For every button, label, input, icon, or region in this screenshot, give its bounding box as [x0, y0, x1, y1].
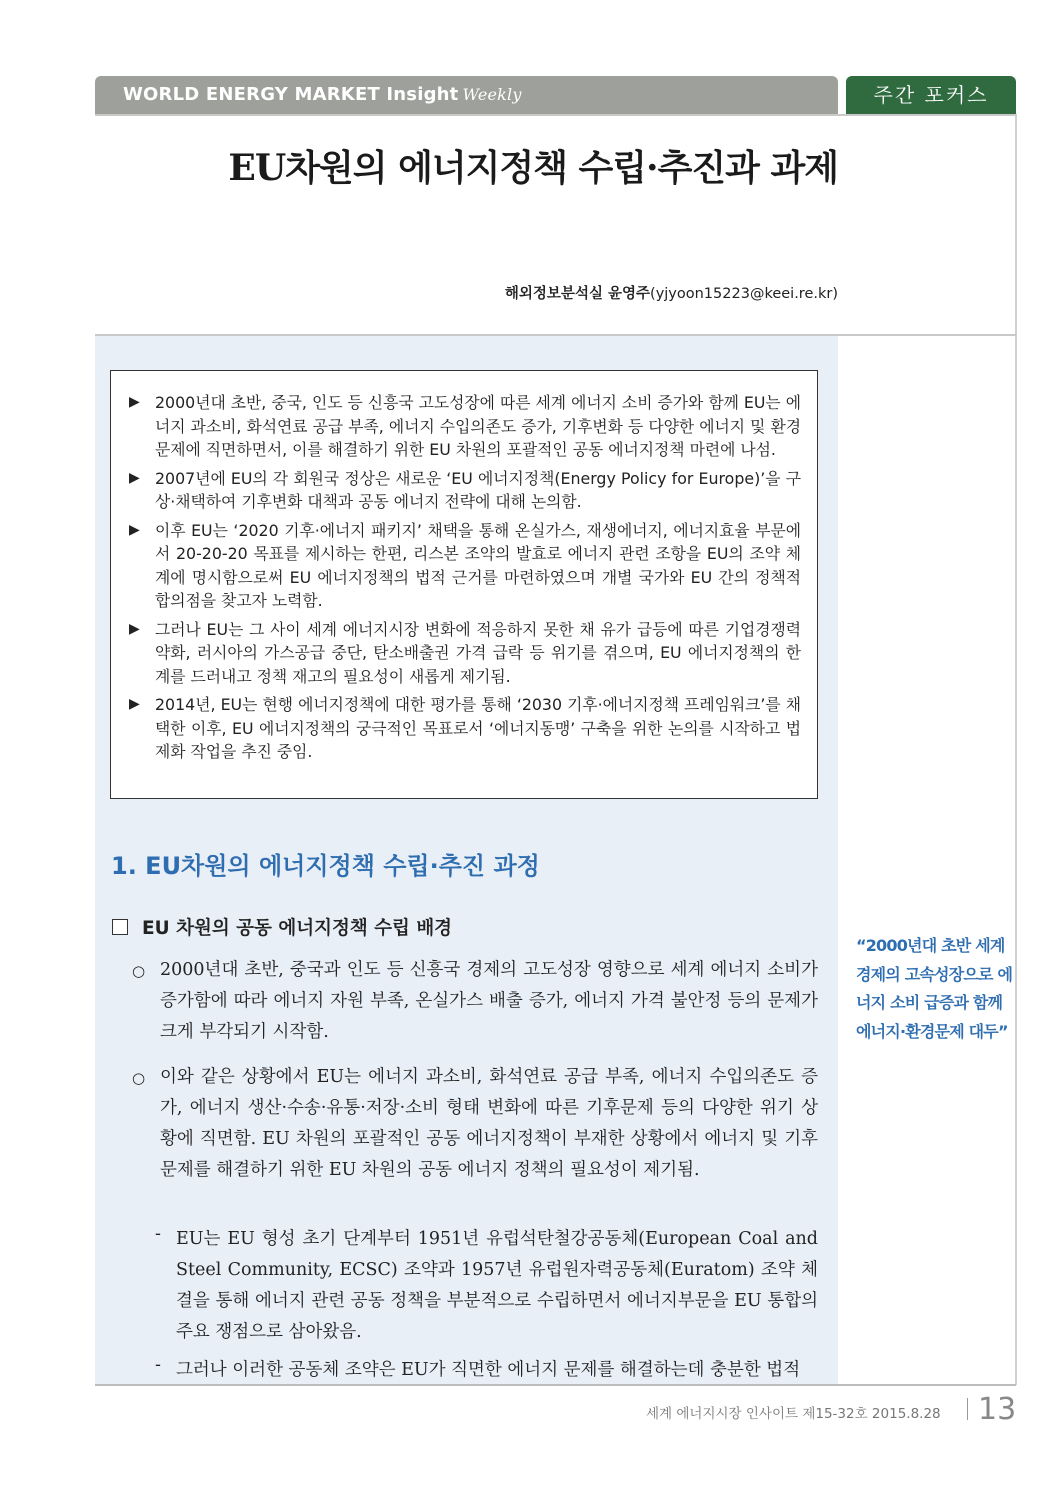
- article-title: EU차원의 에너지정책 수립·추진과 과제: [228, 147, 838, 189]
- subheading-text: EU 차원의 공동 에너지정책 수립 배경: [142, 918, 453, 939]
- summary-item: [129, 519, 801, 613]
- summary-item: [129, 618, 801, 689]
- body-paragraph: 2000년대 초반, 중국과 인도 등 신흥국 경제의 고도성장 영향으로 세계 에너지 소비가 증가함에 따라 에너지 자원 부족, 온실가스 배출 증가, 에너지 가격 불안정 등의 문제가 크게 부각되기 시작함.: [160, 960, 818, 1042]
- author-line: [95, 282, 838, 303]
- triangle-bullet-icon: ▶: [129, 620, 140, 637]
- summary-text: 그러나 EU는 그 사이 세계 에너지시장 변화에 적응하지 못한 채 유가 급등에 따른 기업경쟁력 약화, 러시아의 가스공급 중단, 탄소배출권 가격 급락 등 위기를 겪으며, EU 에너지정책의 한계를 드러내고 정책 재고의 필요성이 새롭게 제기됨.: [155, 619, 801, 686]
- header-divider: [95, 114, 1016, 116]
- circle-bullet-icon: ○: [132, 962, 146, 980]
- summary-item: [129, 391, 801, 462]
- summary-text: 2014년, EU는 현행 에너지정책에 대한 평가를 통해 ‘2030 기후·에너지정책 프레임워크’를 채택한 이후, EU 에너지정책의 궁극적인 목표로서 ‘에너지동맹’ 구축을 위한 논의를 시작하고 법제화 작업을 추진 중임.: [155, 695, 801, 761]
- header-title-weekly: Weekly: [462, 85, 522, 104]
- body-paragraph: 이와 같은 상황에서 EU는 에너지 과소비, 화석연료 공급 부족, 에너지 수입의존도 증가, 에너지 생산·수송·유통·저장·소비 형태 변화에 따른 기후문제 등의 다양한 위기 상황에 직면함. EU 차원의 포괄적인 공동 에너지정책이 부재한 상황에서 에너지 및 기후 문제를 해결하기 위한 EU 차원의 공동 에너지 정책의 필요성이 제기됨.: [160, 1067, 818, 1180]
- footer-separator: [967, 1398, 968, 1420]
- dash-bullet-icon: -: [155, 1355, 161, 1375]
- summary-text: 2007년에 EU의 각 회원국 정상은 새로운 ‘EU 에너지정책(Energy Policy for Europe)’을 구상·채택하여 기후변화 대책과 공동 에너지 전략에 대해 논의함.: [155, 468, 801, 511]
- section-tab: 주간 포커스: [846, 76, 1016, 114]
- circle-bullet-icon: ○: [132, 1069, 146, 1087]
- dash-paragraph: EU는 EU 형성 초기 단계부터 1951년 유럽석탄철강공동체(European Coal and Steel Community, ECSC) 조약과 1957년 유럽원자력공동체(Euratom) 조약 체결을 통해 에너지 관련 공동 정책을 부분적으로 수립하면서 에너지부문을 EU 통합의 주요 쟁점으로 삼아왔음.: [176, 1229, 818, 1342]
- checkbox-square-icon: [112, 919, 128, 935]
- header-title: [123, 84, 522, 105]
- triangle-bullet-icon: ▶: [129, 394, 140, 410]
- author-name: 해외정보분석실 윤영주: [504, 286, 651, 302]
- footer-publication: 세계 에너지시장 인사이트 제15-32호 2015.8.28: [646, 1406, 941, 1422]
- triangle-bullet-icon: ▶: [129, 696, 140, 712]
- pull-quote: “2000년대 초반 세계경제의 고속성장으로 에너지 소비 급증과 함께 에너지·환경문제 대두”: [856, 936, 1013, 1041]
- dash-paragraph: 그러나 이러한 공동체 조약은 EU가 직면한 에너지 문제를 해결하는데 충분한 법적: [176, 1360, 801, 1380]
- summary-text: 2000년대 초반, 중국, 인도 등 신흥국 고도성장에 따른 세계 에너지 소비 증가와 함께 EU는 에너지 과소비, 화석연료 공급 부족, 에너지 수입의존도 증가, 기후변화 등 다양한 에너지 및 환경 문제에 직면하면서, 이를 해결하기 위한 EU 차원의 포괄적인 공동 에너지정책 마련에 나섬.: [155, 393, 801, 459]
- summary-box: [110, 370, 818, 799]
- section-title: 1. EU차원의 에너지정책 수립·추진 과정: [111, 852, 540, 880]
- summary-text: 이후 EU는 ‘2020 기후·에너지 패키지’ 채택을 통해 온실가스, 재생에너지, 에너지효율 부문에서 20-20-20 목표를 제시하는 한편, 리스본 조약의 발효로 에너지 관련 조항을 EU의 조약 체계에 명시함으로써 EU 에너지정책의 법적 근거를 마련하였으며 개별 국가와 EU 간의 정책적 합의점을 찾고자 노력함.: [155, 520, 801, 610]
- right-column-divider: [1015, 114, 1017, 1385]
- subheading: [112, 914, 452, 940]
- header-title-text: WORLD ENERGY MARKET Insight: [123, 84, 459, 105]
- triangle-bullet-icon: ▶: [129, 469, 140, 486]
- triangle-bullet-icon: ▶: [129, 521, 140, 538]
- author-email: (yjyoon15223@keei.re.kr): [650, 286, 838, 302]
- summary-item: [129, 467, 801, 514]
- page-number: 13: [978, 1392, 1017, 1427]
- summary-item: [129, 693, 801, 764]
- footer-divider: [95, 1384, 1016, 1386]
- dash-bullet-icon: -: [155, 1224, 161, 1244]
